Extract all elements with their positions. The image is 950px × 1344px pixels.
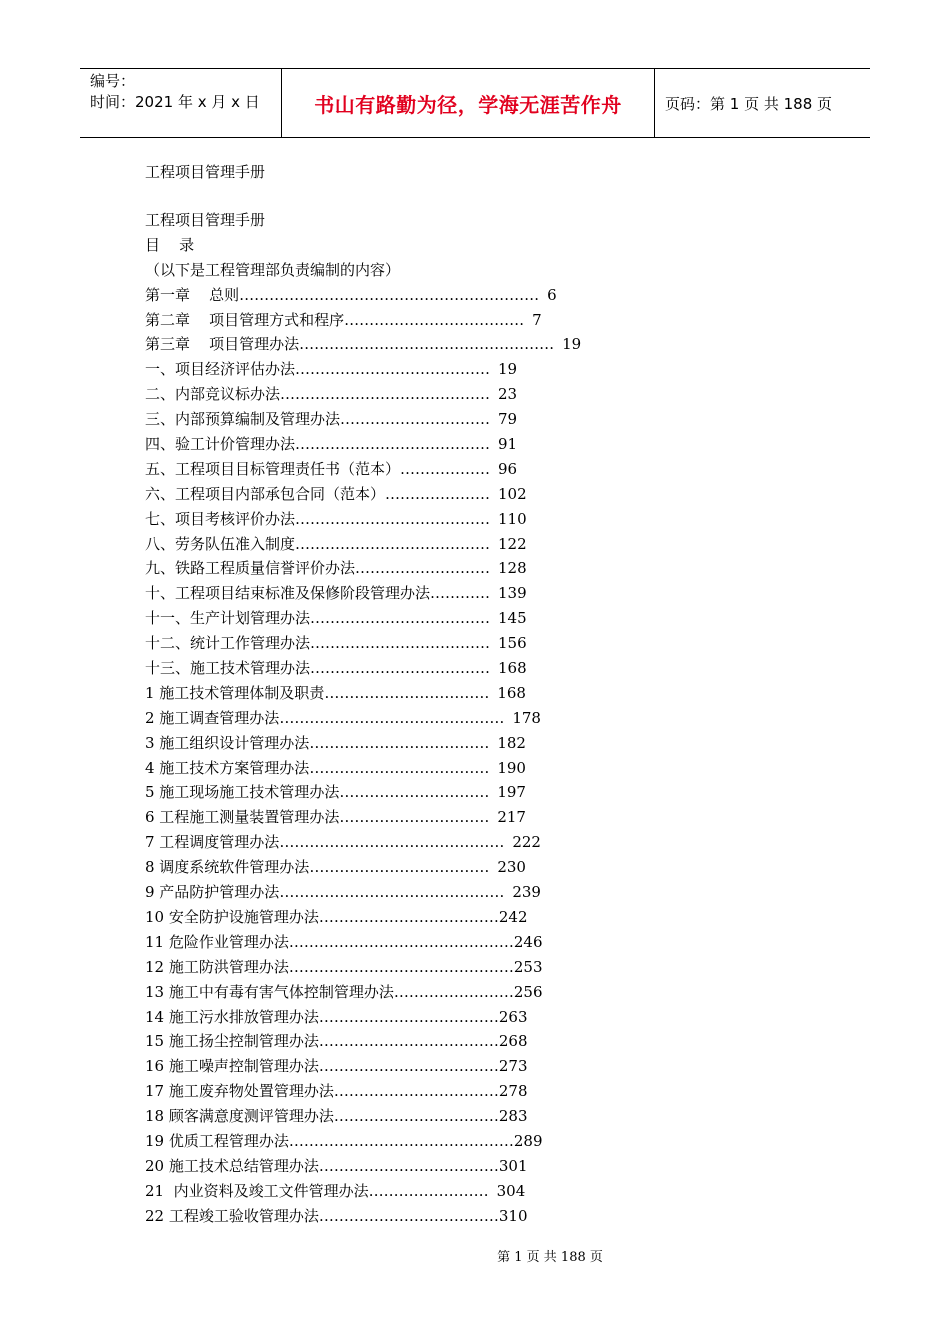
toc-entry-title: 十一、生产计划管理办法 [145,609,311,628]
toc-entry [145,855,581,880]
toc-entry-page: 168 [498,659,527,678]
toc-entry-leader: …………………………………………… [299,335,555,354]
toc-entry-page: 273 [498,1057,528,1076]
toc-entry-page: 79 [498,410,518,429]
toc-entry [145,830,581,855]
toc-entry [145,357,581,382]
toc-entry-title: 6 工程施工测量装置管理办法 [145,808,340,827]
toc-entry-title: 13 施工中有毒有害气体控制管理办法 [145,982,394,1001]
toc-entry-leader: ………………………………… [295,534,491,553]
toc-entry [145,780,581,805]
toc-entry-leader: ……………………………… [318,1007,499,1026]
toc-entry-leader: ………………………… [340,410,491,429]
toc-entry [145,1104,581,1129]
toc-entry [145,756,581,781]
toc-entry-leader: …………………………… [324,683,490,702]
toc-entry [145,532,581,557]
toc-entry [145,457,581,482]
toc-entry [145,1179,581,1204]
toc-entry-leader: ……………………………… [310,634,491,653]
toc-entry-page: 230 [497,858,526,877]
toc-entry-title: 第三章 项目管理办法 [145,335,300,354]
toc-entry [145,507,581,532]
toc-entry-leader: …………………………… [333,1107,499,1126]
toc-entry-leader: …………………… [368,1181,489,1200]
document-body [145,160,581,1229]
toc-entry-page: 122 [498,534,527,553]
toc-entry-leader: ……………… [400,459,491,478]
toc-entry [145,283,581,308]
header-page-info: 页码：第 1 页 共 188 页 [665,94,833,113]
toc-entry-page: 310 [498,1206,528,1225]
toc-entry-leader: ………………………………… [295,360,491,379]
toc-entry-title: 7 工程调度管理办法 [145,833,280,852]
toc-entry-leader: ………………………… [339,783,490,802]
toc-entry [145,581,581,606]
toc-entry-page: 145 [498,609,527,628]
toc-entry-leader: ……………………………… [318,1032,499,1051]
toc-entry-leader: ………… [430,584,491,603]
toc-entry-leader: ……………………………… [318,1057,499,1076]
toc-entry-leader: ……………………………… [344,310,525,329]
toc-entry [145,1204,581,1229]
time-label: 时间：2021 年 x 月 x 日 [90,93,260,111]
toc-entry-title: 1 施工技术管理体制及职责 [145,683,325,702]
toc-entry-page: 253 [513,957,543,976]
toc-entry-page: 23 [498,385,518,404]
toc-entry-title: 第一章 总则 [145,285,240,304]
toc-entry [145,1054,581,1079]
toc-entry [145,731,581,756]
toc-entry-page: 289 [513,1131,543,1150]
toc-entry-leader: ……………………………… [318,1206,499,1225]
toc-entry [145,556,581,581]
page-footer: 第 1 页 共 188 页 [497,1250,603,1265]
toc-entry-leader: …………………………………… [280,385,491,404]
toc-entry [145,1154,581,1179]
toc-entry [145,880,581,905]
toc-entry-leader: ………………………………… [295,509,491,528]
toc-entry-leader: ……………………………………… [279,833,505,852]
toc-entry-title: 五、工程项目目标管理责任书（范本） [145,459,401,478]
header-meta [80,69,282,137]
toc-entry-title: 二、内部竞议标办法 [145,385,281,404]
toc-entry-page: 178 [512,708,541,727]
toc-entry-leader: ……………………………………… [279,883,505,902]
toc-entry-title: 第二章 项目管理方式和程序 [145,310,345,329]
toc-entry-title: 2 施工调查管理办法 [145,708,280,727]
toc-entry-title: 22 工程竣工验收管理办法 [145,1206,319,1225]
toc-entry-title: 十、工程项目结束标准及保修阶段管理办法 [145,584,431,603]
toc-entry [145,407,581,432]
toc-entry-leader: ……………………………………… [279,708,505,727]
toc-heading: 目 录 [145,235,195,254]
toc-entry [145,308,581,333]
toc-entry-title: 9 产品防护管理办法 [145,883,280,902]
toc-entry-title: 3 施工组织设计管理办法 [145,733,310,752]
toc-entry-title: 15 施工扬尘控制管理办法 [145,1032,319,1051]
toc-entry-leader: ………………………………… [295,435,491,454]
toc-entry-title: 17 施工废弃物处置管理办法 [145,1082,334,1101]
toc-entry-page: 246 [513,932,543,951]
toc-entry-page: 19 [498,360,518,379]
toc-entry-title: 一、项目经济评估办法 [145,360,296,379]
page-header [80,68,870,138]
toc-entry-title: 16 施工噪声控制管理办法 [145,1057,319,1076]
toc-entry-title: 19 优质工程管理办法 [145,1131,289,1150]
toc-entry-leader: ……………………………… [310,659,491,678]
toc-entry-page: 278 [498,1082,528,1101]
toc-entry-page: 128 [498,559,527,578]
toc-entry-title: 11 危险作业管理办法 [145,932,289,951]
toc-entry-page: 139 [498,584,527,603]
toc-entry-page: 239 [512,883,541,902]
toc-entry-page: 197 [497,783,526,802]
toc-entry-title: 21 内业资料及竣工文件管理办法 [145,1181,369,1200]
toc-entry-title: 九、铁路工程质量信誉评价办法 [145,559,356,578]
toc-entry-page: 217 [497,808,526,827]
toc-entry-page: 6 [547,285,557,304]
toc-entry [145,805,581,830]
toc-entry-page: 263 [498,1007,528,1026]
toc-entry [145,706,581,731]
toc-entry [145,1079,581,1104]
toc-entry-title: 十二、统计工作管理办法 [145,634,311,653]
toc-entry-title: 12 施工防洪管理办法 [145,957,289,976]
toc-entry-title: 十三、施工技术管理办法 [145,659,311,678]
toc-entry-title: 三、内部预算编制及管理办法 [145,410,341,429]
toc-entry-title: 20 施工技术总结管理办法 [145,1156,319,1175]
toc-note: （以下是工程管理部负责编制的内容） [145,260,401,279]
toc-entry [145,980,581,1005]
toc-entry-page: 19 [562,335,582,354]
toc-entry-page: 256 [513,982,543,1001]
number-label: 编号： [90,72,136,90]
table-of-contents [145,283,581,1229]
toc-entry [145,955,581,980]
toc-entry-leader: …………………………………………………… [239,285,540,304]
toc-entry [145,382,581,407]
toc-entry-title: 5 施工现场施工技术管理办法 [145,783,340,802]
toc-entry-page: 102 [498,484,527,503]
toc-entry-page: 242 [498,907,528,926]
toc-entry-leader: ……………………………… [310,609,491,628]
document-title: 工程项目管理手册 [145,163,266,181]
toc-entry-page: 110 [498,509,527,528]
toc-entry [145,432,581,457]
toc-entry [145,656,581,681]
toc-entry-page: 301 [498,1156,528,1175]
toc-entry-title: 六、工程项目内部承包合同（范本） [145,484,386,503]
toc-entry-leader: ………………………… [339,808,490,827]
toc-entry-leader: ……………………………… [318,1156,499,1175]
toc-entry-leader: ……………………… [355,559,491,578]
toc-entry-title: 8 调度系统软件管理办法 [145,858,310,877]
toc-entry-page: 283 [498,1107,528,1126]
toc-entry-page: 91 [498,435,518,454]
manual-title: 工程项目管理手册 [145,211,266,229]
toc-entry [145,482,581,507]
toc-entry-leader: ………………… [385,484,491,503]
toc-entry-title: 18 顾客满意度测评管理办法 [145,1107,334,1126]
toc-entry [145,606,581,631]
toc-entry-page: 156 [498,634,527,653]
toc-entry-page: 222 [512,833,541,852]
toc-entry-page: 182 [497,733,526,752]
toc-entry-page: 304 [496,1181,526,1200]
toc-entry-page: 96 [498,459,518,478]
toc-entry [145,1005,581,1030]
toc-entry-page: 190 [497,758,526,777]
toc-entry-title: 八、劳务队伍准入制度 [145,534,296,553]
toc-entry [145,930,581,955]
toc-entry-leader: …………………………… [333,1082,499,1101]
toc-entry-leader: ……………………………… [309,758,490,777]
toc-entry-leader: ……………………………………… [288,932,514,951]
toc-entry-page: 7 [532,310,542,329]
toc-entry-leader: ……………………………… [309,858,490,877]
toc-entry [145,905,581,930]
toc-entry [145,332,581,357]
toc-entry-leader: …………………… [393,982,514,1001]
toc-entry-title: 4 施工技术方案管理办法 [145,758,310,777]
toc-entry-title: 七、项目考核评价办法 [145,509,296,528]
header-slogan: 书山有路勤为径，学海无涯苦作舟 [282,69,655,137]
toc-entry-title: 10 安全防护设施管理办法 [145,907,319,926]
toc-entry-leader: ……………………………… [309,733,490,752]
toc-entry [145,1129,581,1154]
toc-entry-leader: ……………………………… [318,907,499,926]
toc-entry-page: 268 [498,1032,528,1051]
toc-entry [145,631,581,656]
toc-entry [145,681,581,706]
toc-entry-title: 四、验工计价管理办法 [145,435,296,454]
toc-entry-leader: ……………………………………… [288,1131,514,1150]
toc-entry-page: 168 [497,683,526,702]
toc-entry [145,1029,581,1054]
toc-entry-leader: ……………………………………… [288,957,514,976]
toc-entry-title: 14 施工污水排放管理办法 [145,1007,319,1026]
